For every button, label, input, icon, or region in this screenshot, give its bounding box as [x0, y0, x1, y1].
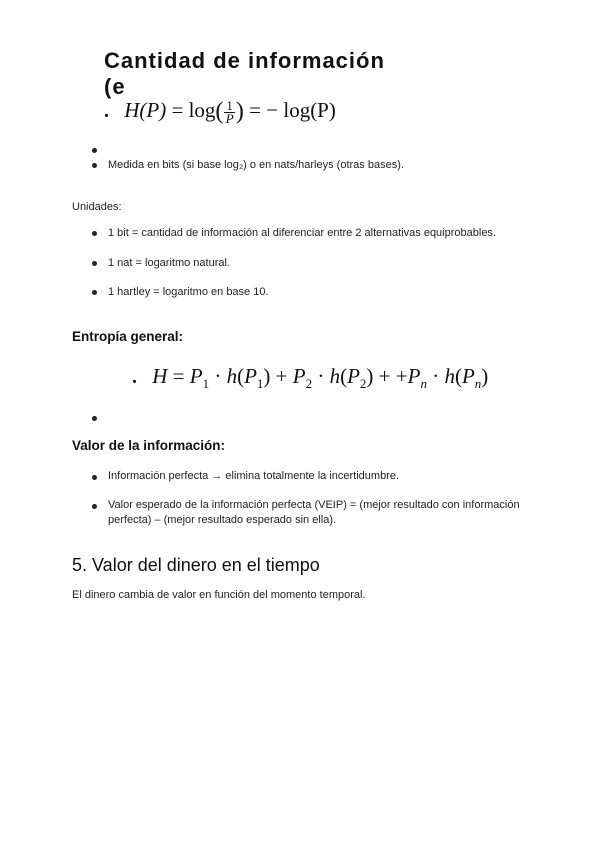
formula-eq1: = [171, 98, 184, 122]
bullet-dot [92, 231, 97, 236]
formula-bullet: . [104, 100, 109, 122]
section-title: 5. Valor del dinero en el tiempo [72, 555, 320, 575]
section-heading: Valor de la información: [72, 438, 226, 453]
section-heading: Entropía general: [72, 329, 184, 344]
bullet-dot [92, 163, 97, 168]
bullet-dot [92, 261, 97, 266]
paragraph: El dinero cambia de valor en función del momento temporal. [72, 589, 366, 601]
list-item-continuation: perfecta) – (mejor resultado esperado sin ella). [108, 514, 337, 526]
bullet-dot [92, 475, 97, 480]
list-item: 1 hartley = logaritmo en base 10. [108, 286, 269, 298]
list-item: Valor esperado de la información perfecta (VEIP) = (mejor resultado con información [108, 499, 520, 511]
entropy-formula: . H(P) = log( $\frac{1}{P}$ ) = − log(P) [104, 97, 336, 126]
formula-log: log [188, 98, 216, 122]
empty-bullet [92, 416, 97, 421]
cropped-heading-text: Cantidad de información (e [104, 48, 385, 99]
empty-bullet [92, 148, 97, 153]
formula-bullet: . [132, 366, 137, 388]
list-item: Información perfecta → elimina totalmente la incertidumbre. [108, 470, 400, 482]
formula-fraction: $\frac{1}{P}$ [225, 97, 234, 126]
bullet-dot [92, 504, 97, 509]
formula-eq2: = [249, 98, 262, 122]
formula-rhs: − log(P) [266, 98, 336, 122]
cropped-heading [104, 48, 394, 99]
units-label: Unidades: [72, 201, 122, 213]
list-item: 1 nat = logaritmo natural. [108, 257, 230, 269]
bullet-dot [92, 290, 97, 295]
list-item: Medida en bits (si base log₂) o en nats/harleys (otras bases). [108, 159, 404, 171]
list-item: 1 bit = cantidad de información al diferenciar entre 2 alternativas equiprobables. [108, 227, 496, 239]
formula-lhs: H(P) [124, 98, 167, 122]
general-entropy-formula: . $H = P_1 \cdot h(P_1) + P_2 \cdot h(P_2) + +P_n \cdot h(P_n)$ [132, 364, 489, 391]
